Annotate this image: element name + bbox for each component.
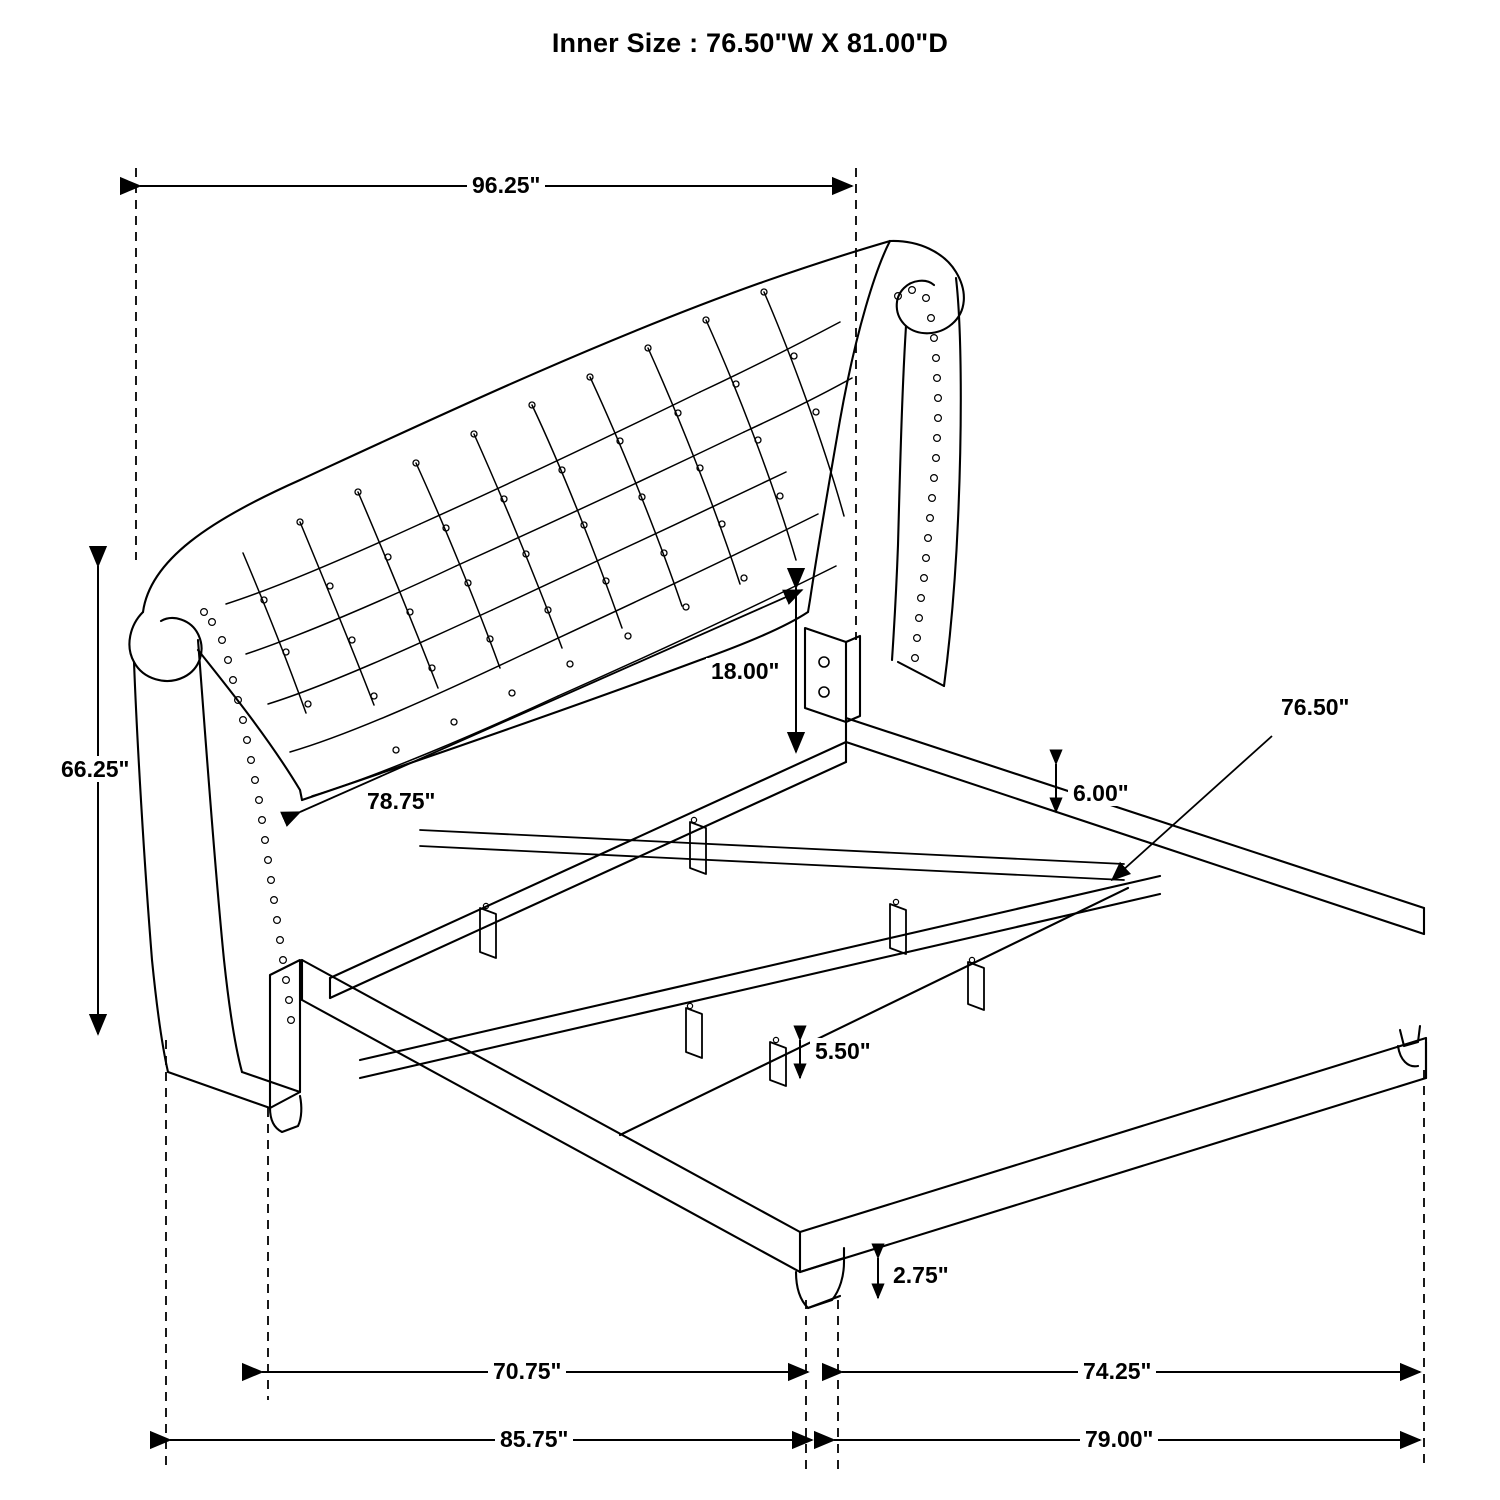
dimension-label-overall-height-left: 66.25" [56,756,134,782]
dimension-label-slat-height: 5.50" [810,1038,876,1064]
dimension-label-inner-width-callout: 76.50" [1276,694,1354,720]
dimension-label-headboard-width: 78.75" [362,788,440,814]
dimension-label-headboard-clearance: 18.00" [706,658,784,684]
dimension-label-left-depth-lower: 70.75" [488,1358,566,1384]
dimension-label-overall-width-top: 96.25" [467,172,545,198]
dimension-label-leg-height: 2.75" [888,1262,954,1288]
dimension-label-side-rail-height: 6.00" [1068,780,1134,806]
dimension-label-right-depth-outer: 79.00" [1080,1426,1158,1452]
page-title: Inner Size : 76.50"W X 81.00"D [551,28,949,58]
dimension-label-left-depth-outer: 85.75" [495,1426,573,1452]
dimension-label-right-depth-lower: 74.25" [1078,1358,1156,1384]
